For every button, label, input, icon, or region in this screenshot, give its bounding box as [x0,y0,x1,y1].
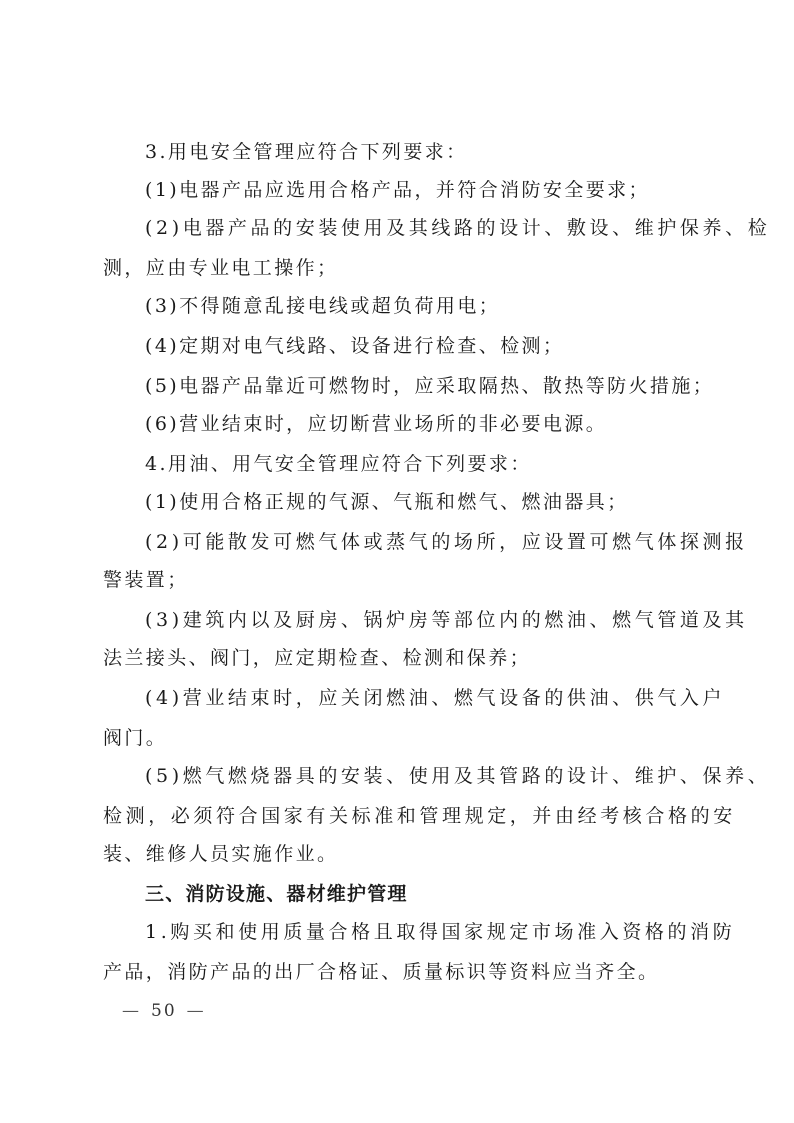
paragraph-line: (6)营业结束时，应切断营业场所的非必要电源。 [145,413,608,435]
paragraph-line: (2)可能散发可燃气体或蒸气的场所，应设置可燃气体探测报 [145,531,748,553]
section-heading: 三、消防设施、器材维护管理 [145,883,408,905]
paragraph-line: 1.购买和使用质量合格且取得国家规定市场准入资格的消防 [145,921,736,943]
paragraph-line: 法兰接头、阀门，应定期检查、检测和保养； [103,647,532,669]
footer-dash-left: — [122,1001,141,1021]
paragraph-line: 警装置； [103,569,189,591]
paragraph-line: (4)营业结束时，应关闭燃油、燃气设备的供油、供气入户 [145,687,726,709]
paragraph-line: (5)电器产品靠近可燃物时，应采取隔热、散热等防火措施； [145,375,715,397]
paragraph-line: (1)使用合格正规的气源、气瓶和燃气、燃油器具； [145,491,629,513]
paragraph-line: 检测，必须符合国家有关标准和管理规定，并由经考核合格的安 [103,805,736,827]
paragraph-line: (1)电器产品应选用合格产品，并符合消防安全要求； [145,179,650,201]
paragraph-line: (2)电器产品的安装使用及其线路的设计、敷设、维护保养、检 [145,217,771,239]
page-number: 50 [151,1001,177,1021]
paragraph-line: 3.用电安全管理应符合下列要求： [145,141,468,163]
page-footer [122,1000,206,1022]
paragraph-line: (5)燃气燃烧器具的安装、使用及其管路的设计、维护、保养、 [145,765,771,787]
footer-dash-right: — [186,1001,206,1021]
paragraph-line: 产品，消防产品的出厂合格证、质量标识等资料应当齐全。 [103,961,660,983]
paragraph-line: 4.用油、用气安全管理应符合下列要求： [145,453,532,475]
paragraph-line: 测，应由专业电工操作； [103,257,339,279]
paragraph-line: 阀门。 [103,727,168,749]
paragraph-line: (4)定期对电气线路、设备进行检查、检测； [145,335,565,357]
paragraph-line: (3)建筑内以及厨房、锅炉房等部位内的燃油、燃气管道及其 [145,609,748,631]
paragraph-line: (3)不得随意乱接电线或超负荷用电； [145,295,501,317]
paragraph-line: 装、维修人员实施作业。 [103,843,339,865]
